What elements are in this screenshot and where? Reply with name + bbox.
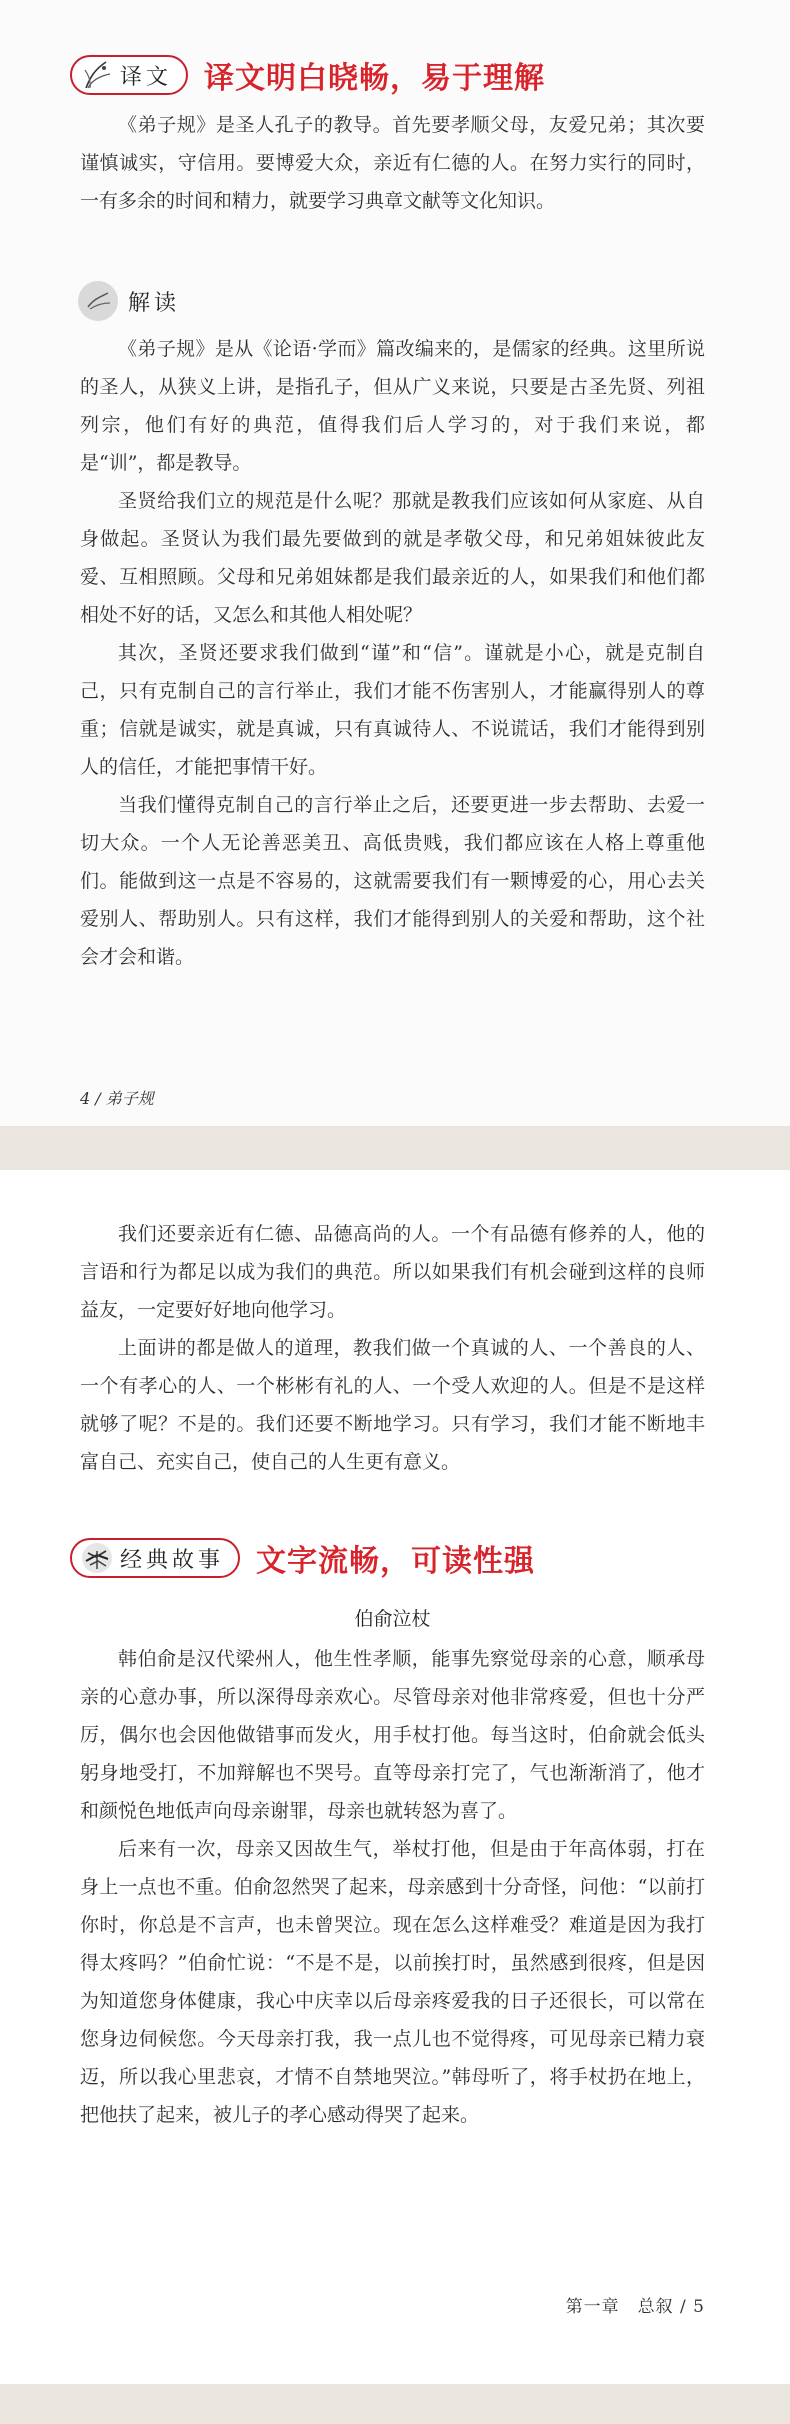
book-page-5	[0, 1170, 790, 2384]
story-paragraph: 韩伯俞是汉代梁州人，他生性孝顺，能事先察觉母亲的心意，顺承母亲的心意办事，所以深得母亲欢心。尽管母亲对他非常疼爱，但也十分严厉，偶尔也会因他做错事而发火，用手杖打他。每当这时，伯俞就会低头躬身地受打，不加辩解也不哭号。直等母亲打完了，气也渐渐消了，他才和颜悦色地低声向母亲谢罪，母亲也就转怒为喜了。	[80, 1648, 705, 1822]
translation-text-block	[80, 106, 705, 220]
ink-bamboo-icon	[80, 1541, 114, 1575]
interpretation-paragraph: 当我们懂得克制自己的言行举止之后，还要更进一步去帮助、去爱一切大众。一个人无论善恶美丑、高低贵贱，我们都应该在人格上尊重他们。能做到这一点是不容易的，这就需要我们有一颗博爱的心，用心去关爱别人、帮助别人。只有这样，我们才能得到别人的关爱和帮助，这个社会才会和谐。	[80, 794, 705, 968]
story-banner-title: 文字流畅，可读性强	[256, 1544, 536, 1579]
interpretation-paragraph: 圣贤给我们立的规范是什么呢？那就是教我们应该如何从家庭、从自身做起。圣贤认为我们最先要做到的就是孝敬父母，和兄弟姐妹彼此友爱、互相照顾。父母和兄弟姐妹都是我们最亲近的人，如果我们和他们都相处不好的话，又怎么和其他人相处呢？	[80, 490, 705, 626]
continued-text-block	[80, 1215, 705, 1481]
story-banner	[70, 1536, 535, 1580]
interpretation-paragraph: 其次，圣贤还要求我们做到“谨”和“信”。谨就是小心，就是克制自己，只有克制自己的言行举止，我们才能不伤害别人，才能赢得别人的尊重；信就是诚实，就是真诚，只有真诚待人、不说谎话，我们才能得到别人的信任，才能把事情干好。	[80, 642, 705, 778]
interpretation-header	[78, 281, 180, 321]
translation-paragraph: 《弟子规》是圣人孔子的教导。首先要孝顺父母，友爱兄弟；其次要谨慎诚实，守信用。要博爱大众，亲近有仁德的人。在努力实行的同时，一有多余的时间和精力，就要学习典章文献等文化知识。	[80, 114, 705, 212]
story-text-block	[80, 1640, 705, 2134]
continued-paragraph: 我们还要亲近有仁德、品德高尚的人。一个有品德有修养的人，他的言语和行为都足以成为我们的典范。所以如果我们有机会碰到这样的良师益友，一定要好好地向他学习。	[80, 1223, 705, 1321]
ink-orchid-icon	[80, 58, 114, 92]
interpretation-text-block	[80, 330, 705, 976]
story-paragraph: 后来有一次，母亲又因故生气，举杖打他，但是由于年高体弱，打在身上一点也不重。伯俞忽然哭了起来，母亲感到十分奇怪，问他：“以前打你时，你总是不言声，也未曾哭泣。现在怎么这样难受？难道是因为我打得太疼吗？”伯俞忙说：“不是不是，以前挨打时，虽然感到很疼，但是因为知道您身体健康，我心中庆幸以后母亲疼爱我的日子还很长，可以常在您身边伺候您。今天母亲打我，我一点儿也不觉得疼，可见母亲已精力衰迈，所以我心里悲哀，才情不自禁地哭泣。”韩母听了，将手杖扔在地上，把他扶了起来，被儿子的孝心感动得哭了起来。	[80, 1838, 705, 2126]
interpretation-label: 解读	[128, 290, 181, 316]
page-footer-right: 第一章 总叙 / 5	[565, 2297, 705, 2317]
story-title: 伯俞泣杖	[354, 1608, 431, 1630]
translation-banner-title: 译文明白晓畅，易于理解	[204, 61, 546, 96]
grey-circle-icon	[78, 281, 118, 321]
page-footer-left: 4 / 弟子规	[80, 1089, 154, 1108]
translation-pill	[70, 55, 188, 95]
interpretation-paragraph: 《弟子规》是从《论语·学而》篇改编来的，是儒家的经典。这里所说的圣人，从狭义上讲，是指孔子，但从广义来说，只要是古圣先贤、列祖列宗，他们有好的典范，值得我们后人学习的，对于我们来说，都是“训”，都是教导。	[80, 338, 705, 474]
story-pill	[70, 1538, 240, 1578]
book-page-4	[0, 0, 790, 1126]
translation-label: 译文	[120, 64, 173, 90]
continued-paragraph: 上面讲的都是做人的道理，教我们做一个真诚的人、一个善良的人、一个有孝心的人、一个彬彬有礼的人、一个受人欢迎的人。但是不是这样就够了呢？不是的。我们还要不断地学习。只有学习，我们才能不断地丰富自己、充实自己，使自己的人生更有意义。	[80, 1337, 705, 1473]
translation-banner	[70, 53, 545, 97]
story-label: 经典故事	[120, 1547, 225, 1573]
